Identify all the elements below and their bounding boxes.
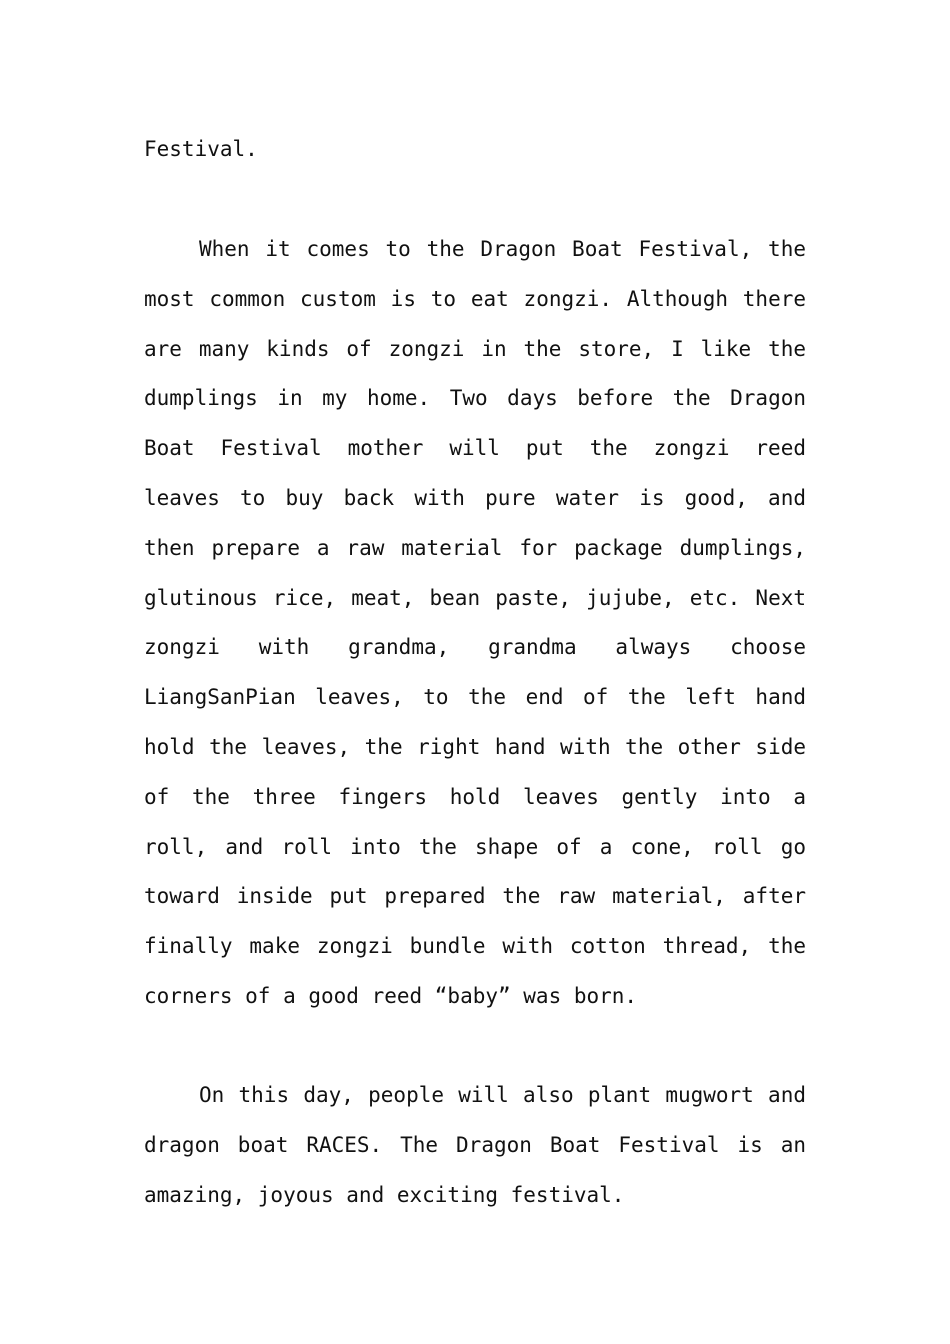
text-line: toward inside put prepared the raw material, after <box>144 884 806 909</box>
text-line: dragon boat RACES. The Dragon Boat Festival is an <box>144 1132 806 1157</box>
paragraph-festival-activities <box>144 1071 806 1220</box>
text-line: then prepare a raw material for package dumplings, <box>144 535 806 560</box>
text-line: LiangSanPian leaves, to the end of the left hand <box>144 685 806 710</box>
text-line: glutinous rice, meat, bean paste, jujube, etc. Next <box>144 585 806 610</box>
text-line: hold the leaves, the right hand with the other side <box>144 734 806 759</box>
text-line: When it comes to the Dragon Boat Festival, the <box>199 237 806 261</box>
text-line: Festival. <box>144 137 258 161</box>
text-line: of the three fingers hold leaves gently into a <box>144 784 806 809</box>
text-line: corners of a good reed “baby” was born. <box>144 983 638 1008</box>
paragraph-zongzi-custom <box>144 225 806 1022</box>
text-line: Boat Festival mother will put the zongzi reed <box>144 436 806 461</box>
paragraph-continuation <box>144 125 806 175</box>
text-line: dumplings in my home. Two days before the Dragon <box>144 386 806 411</box>
text-line: most common custom is to eat zongzi. Although there <box>144 286 806 311</box>
text-line: are many kinds of zongzi in the store, I like the <box>144 336 806 361</box>
text-line: roll, and roll into the shape of a cone, roll go <box>144 834 806 859</box>
text-line: finally make zongzi bundle with cotton thread, the <box>144 934 806 959</box>
text-line: leaves to buy back with pure water is good, and <box>144 485 806 510</box>
text-line: On this day, people will also plant mugwort and <box>199 1083 806 1107</box>
text-line: zongzi with grandma, grandma always choose <box>144 635 806 660</box>
text-line: amazing, joyous and exciting festival. <box>144 1182 625 1207</box>
